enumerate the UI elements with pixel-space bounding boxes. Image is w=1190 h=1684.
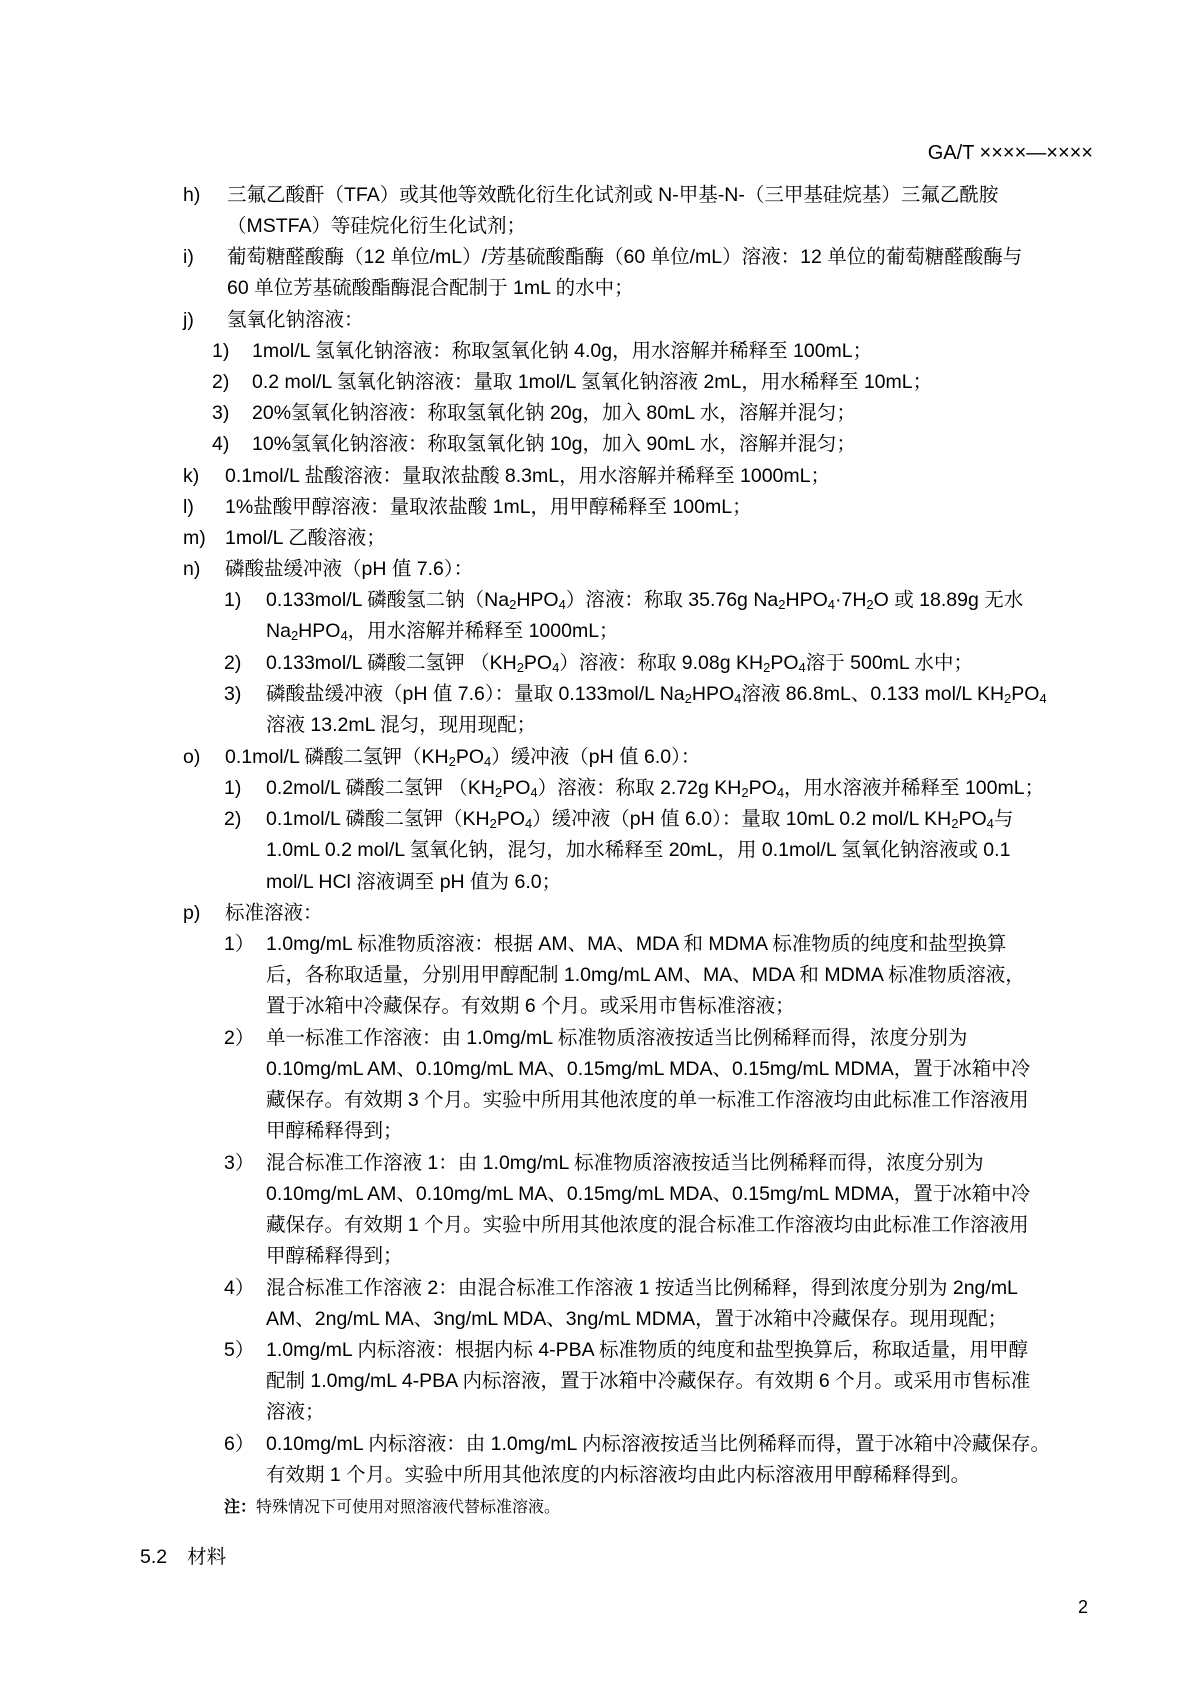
p-sub-2-cont: 藏保存。有效期 3 个月。实验中所用其他浓度的单一标准工作溶液均由此标准工作溶液用 xyxy=(266,1089,1029,1111)
item-text: 三氟乙酸酐（TFA）或其他等效酰化衍生化试剂或 N-甲基-N-（三甲基硅烷基）三氟乙酰胺 xyxy=(227,184,999,206)
note-label: 注： xyxy=(224,1499,257,1516)
item-text: 葡萄糖醛酸酶（12 单位/mL）/芳基硫酸酯酶（60 单位/mL）溶液：12 单位的葡萄糖醛酸酶与 xyxy=(227,246,1023,268)
section-heading xyxy=(140,1541,226,1569)
p-sub-5-cont: 溶液； xyxy=(266,1401,325,1423)
item-i xyxy=(183,243,1022,271)
n-sub-3-cont: 溶液 13.2mL 混匀，现用现配； xyxy=(266,714,537,736)
j-sub-1: 1) 1mol/L 氢氧化钠溶液：称取氢氧化钠 4.0g，用水溶解并稀释至 100mL； xyxy=(212,340,873,362)
item-l: l) 1%盐酸甲醇溶液：量取浓盐酸 1mL，用甲醇稀释至 100mL； xyxy=(183,496,752,518)
p-sub-2-cont: 甲醇稀释得到； xyxy=(266,1120,403,1142)
p-sub-4: 4） 混合标准工作溶液 2：由混合标准工作溶液 1 按适当比例稀释，得到浓度分别为 2ng/mL xyxy=(224,1277,1018,1299)
p-sub-5-cont: 配制 1.0mg/mL 4-PBA 内标溶液，置于冰箱中冷藏保存。有效期 6 个月。或采用市售标准 xyxy=(266,1370,1031,1392)
p-sub-3: 3） 混合标准工作溶液 1：由 1.0mg/mL 标准物质溶液按适当比例稀释而得，浓度分别为 xyxy=(224,1152,984,1174)
item-o: o) 0.1mol/L 磷酸二氢钾$(KH_2PO_4)$缓冲液（pH 值 6.0）： xyxy=(183,746,701,769)
page-number: 2 xyxy=(1077,1597,1088,1617)
p-sub-3-cont: 甲醇稀释得到； xyxy=(266,1245,403,1267)
p-sub-5: 5） 1.0mg/mL 内标溶液：根据内标 4-PBA 标准物质的纯度和盐型换算后，称取适量，用甲醇 xyxy=(224,1339,1029,1361)
section-number: 5.2 xyxy=(140,1546,168,1568)
n-sub-3: 3) 磷酸盐缓冲液（pH 值 7.6）：量取 0.133mol/L $Na_2HPO_4$溶液 86.8mL、0.133 mol/L $KH_2PO_4$ xyxy=(224,683,1047,706)
p-sub-1: 1） 1.0mg/mL 标准物质溶液：根据 AM、MA、MDA 和 MDMA 标准物质的纯度和盐型换算 xyxy=(224,933,1007,955)
p-sub-6-cont: 有效期 1 个月。实验中所用其他浓度的内标溶液均由此内标溶液用甲醇稀释得到。 xyxy=(266,1464,971,1486)
item-i-cont: 60 单位芳基硫酸酯酶混合配制于 1mL 的水中； xyxy=(227,277,634,299)
item-m: m) 1mol/L 乙酸溶液； xyxy=(183,527,386,549)
section-title: 材料 xyxy=(187,1546,227,1568)
note-text: 特殊情况下可使用对照溶液代替标准溶液。 xyxy=(256,1499,561,1516)
item-text: 氢氧化钠溶液： xyxy=(227,309,364,331)
item-n: n) 磷酸盐缓冲液（pH 值 7.6）： xyxy=(183,558,474,580)
o-sub-1: 1) 0.2mol/L 磷酸二氢钾 $(KH_2PO_4)$溶液：称取 2.72g $KH_2PO_4$，用水溶液并稀释至 100mL； xyxy=(224,777,1045,800)
n-sub-1-cont: $Na_2HPO_4$，用水溶解并稀释至 1000mL； xyxy=(266,620,619,643)
j-sub-4: 4) 10%氢氧化钠溶液：称取氢氧化钠 10g，加入 90mL 水，溶解并混匀； xyxy=(212,433,856,455)
p-sub-4-cont: AM、2ng/mL MA、3ng/mL MDA、3ng/mL MDMA，置于冰箱中冷藏保存。现用现配； xyxy=(266,1308,1008,1330)
o-sub-2: 2) 0.1mol/L 磷酸二氢钾$(KH_2PO_4)$缓冲液（pH 值 6.0）：量取 10mL 0.2 mol/L $KH_2PO_4$与 xyxy=(224,808,1014,831)
p-sub-3-cont: 0.10mg/mL AM、0.10mg/mL MA、0.15mg/mL MDA、0.15mg/mL MDMA，置于冰箱中冷 xyxy=(266,1183,1031,1205)
o-sub-2-cont: 1.0mL 0.2 mol/L 氢氧化钠，混匀，加水稀释至 20mL，用 0.1mol/L 氢氧化钠溶液或 0.1 xyxy=(266,839,1011,861)
item-label: j) xyxy=(183,309,194,331)
n-sub-1: 1) 0.133mol/L 磷酸氢二钠$(Na_2HPO_4)$溶液：称取 35.76g $Na_2HPO_4\cdot 7H_2O$ 或 18.89g 无水 xyxy=(224,589,1024,612)
note xyxy=(224,1494,560,1522)
document-code-header: GA/T ××××—×××× xyxy=(927,142,1093,164)
item-label: i) xyxy=(183,246,194,268)
o-sub-2-cont2: mol/L HCl 溶液调至 pH 值为 6.0； xyxy=(266,871,562,893)
p-sub-1-cont: 置于冰箱中冷藏保存。有效期 6 个月。或采用市售标准溶液； xyxy=(266,995,795,1017)
p-sub-3-cont: 藏保存。有效期 1 个月。实验中所用其他浓度的混合标准工作溶液均由此标准工作溶液用 xyxy=(266,1214,1029,1236)
j-sub-3: 3) 20%氢氧化钠溶液：称取氢氧化钠 20g，加入 80mL 水，溶解并混匀； xyxy=(212,402,856,424)
item-j xyxy=(183,306,364,334)
p-sub-6: 6） 0.10mg/mL 内标溶液：由 1.0mg/mL 内标溶液按适当比例稀释而得，置于冰箱中冷藏保存。 xyxy=(224,1433,1051,1455)
p-sub-2: 2） 单一标准工作溶液：由 1.0mg/mL 标准物质溶液按适当比例稀释而得，浓度分别为 xyxy=(224,1027,968,1049)
n-sub-2: 2) 0.133mol/L 磷酸二氢钾 $(KH_2PO_4)$溶液：称取 9.08g $KH_2PO_4$溶于 500mL 水中； xyxy=(224,652,973,675)
item-k: k) 0.1mol/L 盐酸溶液：量取浓盐酸 8.3mL，用水溶解并稀释至 1000mL； xyxy=(183,465,830,487)
item-h xyxy=(183,181,998,209)
item-label: h) xyxy=(183,184,201,206)
j-sub-2: 2) 0.2 mol/L 氢氧化钠溶液：量取 1mol/L 氢氧化钠溶液 2mL，用水稀释至 10mL； xyxy=(212,371,933,393)
p-sub-1-cont: 后，各称取适量，分别用甲醇配制 1.0mg/mL AM、MA、MDA 和 MDMA 标准物质溶液， xyxy=(266,964,1025,986)
item-p: p) 标准溶液： xyxy=(183,902,323,924)
p-sub-2-cont: 0.10mg/mL AM、0.10mg/mL MA、0.15mg/mL MDA、0.15mg/mL MDMA，置于冰箱中冷 xyxy=(266,1058,1031,1080)
item-h-cont: （MSTFA）等硅烷化衍生化试剂； xyxy=(227,215,527,237)
